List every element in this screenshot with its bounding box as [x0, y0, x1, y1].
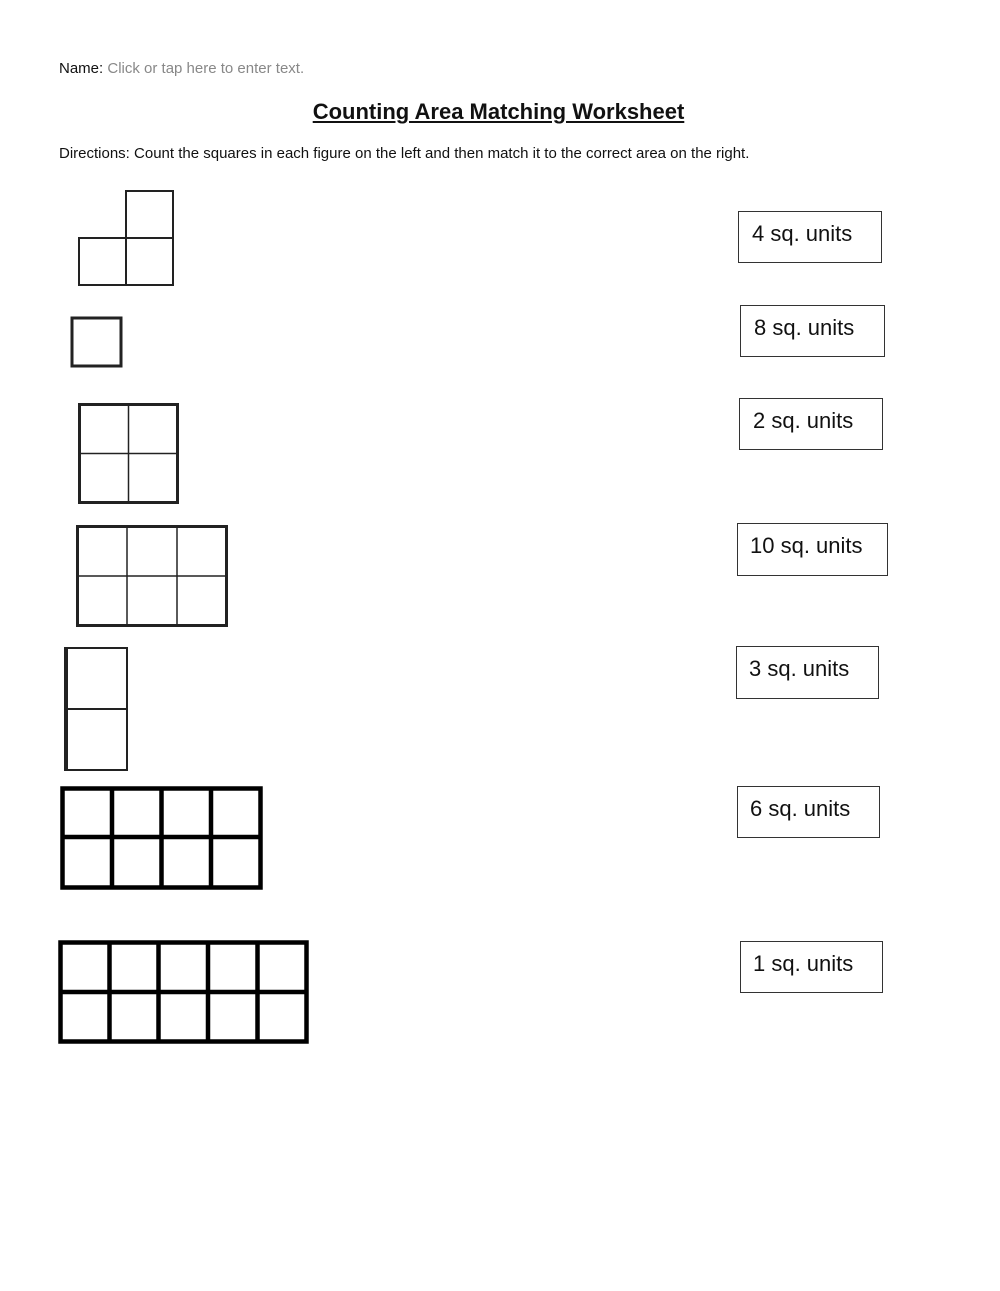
answer-box[interactable] — [740, 941, 883, 993]
answer-label: 4 sq. units — [752, 221, 853, 246]
figure-2x3[interactable] — [76, 525, 229, 628]
answer-label: 2 sq. units — [753, 408, 854, 433]
name-input[interactable]: Click or tap here to enter text. — [107, 60, 305, 77]
name-label: Name: — [59, 60, 104, 77]
answer-label: 6 sq. units — [750, 796, 851, 821]
figure-2x4[interactable] — [60, 786, 263, 890]
answer-box[interactable] — [738, 211, 882, 263]
answer-box[interactable] — [737, 523, 888, 576]
name-line — [59, 60, 304, 78]
answer-label: 8 sq. units — [754, 315, 855, 340]
figure-2x2[interactable] — [78, 403, 180, 505]
answer-label: 1 sq. units — [753, 951, 854, 976]
figure-2x5[interactable] — [58, 940, 309, 1044]
answer-box[interactable] — [739, 398, 883, 450]
page-title: Counting Area Matching Worksheet — [312, 99, 685, 124]
figure-1x1[interactable] — [70, 316, 124, 368]
answer-box[interactable] — [740, 305, 885, 357]
answer-box[interactable] — [736, 646, 879, 699]
answer-box[interactable] — [737, 786, 880, 838]
directions-text: Directions: Count the squares in each figure on the left and then match it to the correct area on the right. — [59, 145, 750, 162]
figure-l-shape-3[interactable] — [77, 189, 175, 287]
answer-label: 3 sq. units — [749, 656, 850, 681]
figure-2x1[interactable] — [63, 646, 130, 772]
answer-label: 10 sq. units — [750, 533, 863, 558]
